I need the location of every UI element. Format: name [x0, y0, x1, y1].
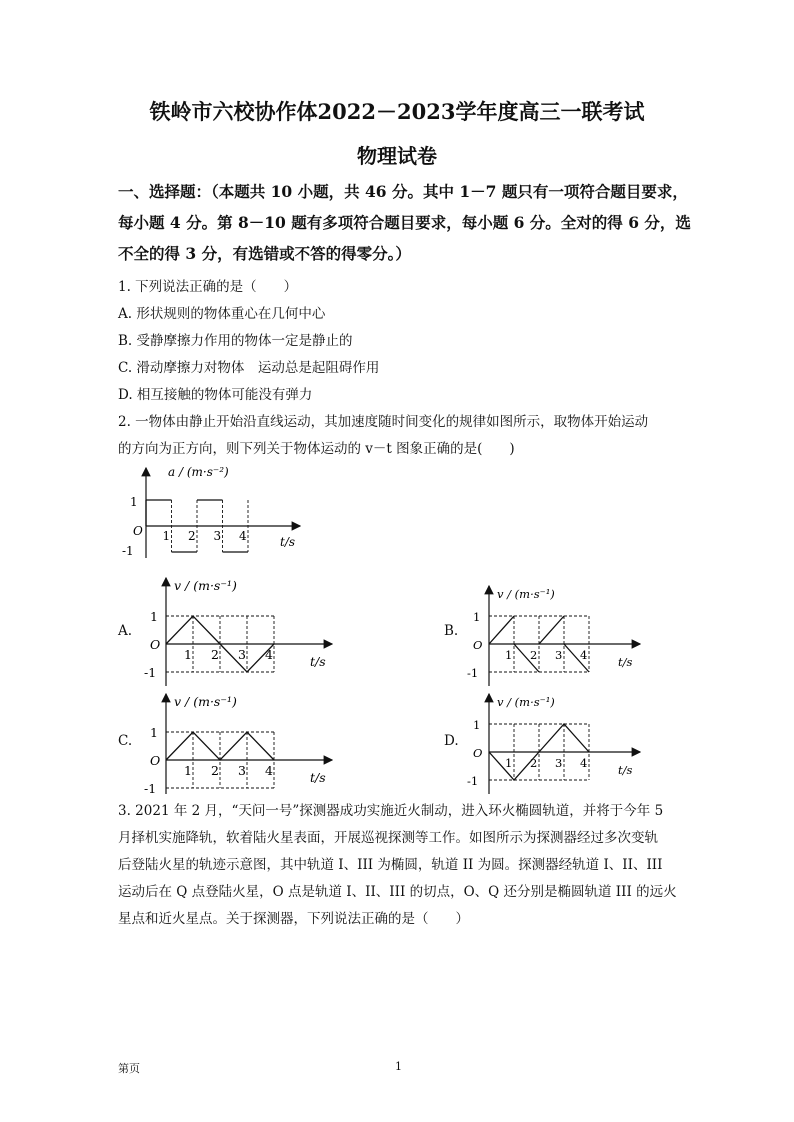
- v-graph-xlabel: t/s: [618, 655, 633, 669]
- v-graph-xtick: 1: [505, 648, 513, 662]
- v-graph-xtick: 3: [555, 648, 563, 662]
- v-graph-xtick: 3: [238, 763, 246, 778]
- v-graph-ytick: -1: [144, 665, 157, 680]
- q1-option-c: C. 滑动摩擦力对物体 运动总是起阻碍作用: [118, 360, 380, 376]
- q3-stem-line4: 运动后在 Q 点登陆火星，O 点是轨道 I、II、III 的切点，O、Q 还分别是椭圆轨道 III 的远火: [118, 884, 677, 900]
- v-graph-xtick: 4: [265, 647, 273, 662]
- v-graph-xtick: 2: [530, 756, 538, 770]
- v-graph-xtick: 3: [555, 756, 563, 770]
- option-d-velocity-graph: [463, 690, 648, 794]
- a-graph-ytick-neg1: -1: [122, 544, 134, 558]
- v-graph-xtick: 4: [580, 756, 588, 770]
- option-c-label: C.: [118, 733, 133, 749]
- v-graph-ytick: 1: [150, 609, 158, 624]
- v-graph-series-segment: [539, 616, 564, 644]
- q3-stem-line5: 星点和近火星点。关于探测器，下列说法正确的是（ ）: [118, 911, 469, 927]
- a-graph-xtick: 1: [162, 529, 171, 543]
- q1-option-d: D. 相互接触的物体可能没有弹力: [118, 387, 313, 403]
- v-graph-ytick: 1: [473, 610, 481, 624]
- q3-stem-line3: 后登陆火星的轨迹示意图，其中轨道 I、III 为椭圆，轨道 II 为圆。探测器经轨道 I、II、III: [118, 857, 663, 873]
- v-graph-xtick: 1: [184, 647, 192, 662]
- a-graph-xtick: 2: [188, 529, 196, 543]
- v-graph-origin: O: [473, 746, 483, 760]
- q2-stem-line1: 2. 一物体由静止开始沿直线运动，其加速度随时间变化的规律如图所示，取物体开始运动: [118, 414, 649, 430]
- section-instructions-line3: 不全的得 3 分，有选错或不答的得零分。）: [118, 244, 411, 263]
- option-b-velocity-graph: [463, 582, 648, 686]
- option-b-label: B.: [444, 623, 459, 639]
- v-graph-xtick: 4: [580, 648, 588, 662]
- v-graph-ylabel: v / (m·s⁻¹): [174, 694, 237, 709]
- v-graph-ytick: -1: [144, 781, 157, 794]
- v-graph-ytick: -1: [467, 666, 479, 680]
- v-graph-ylabel: v / (m·s⁻¹): [174, 578, 237, 593]
- a-graph-ytick-1: 1: [130, 495, 138, 509]
- option-d-label: D.: [444, 733, 459, 749]
- v-graph-origin: O: [473, 638, 483, 652]
- footer-page-label: 第页: [118, 1062, 140, 1075]
- a-graph-xtick: 4: [239, 529, 247, 543]
- exam-subtitle: 物理试卷: [357, 144, 437, 168]
- exam-title: 铁岭市六校协作体2022－2023学年度高三一联考试: [149, 99, 645, 124]
- v-graph-xtick: 3: [238, 647, 246, 662]
- q2-stem-line2: 的方向为正方向，则下列关于物体运动的 v－t 图象正确的是( ): [118, 441, 515, 457]
- v-graph-xtick: 2: [211, 763, 219, 778]
- acceleration-time-graph: [112, 462, 312, 562]
- v-graph-xtick: 4: [265, 763, 273, 778]
- v-graph-ylabel: v / (m·s⁻¹): [497, 695, 555, 709]
- v-graph-xlabel: t/s: [618, 763, 633, 777]
- v-graph-ytick: 1: [150, 725, 158, 740]
- q1-stem: 1. 下列说法正确的是（ ）: [118, 279, 298, 295]
- v-graph-series-segment: [489, 616, 514, 644]
- q1-option-a: A. 形状规则的物体重心在几何中心: [118, 306, 326, 322]
- q3-stem-line2: 月择机实施降轨，软着陆火星表面，开展巡视探测等工作。如图所示为探测器经过多次变轨: [118, 830, 658, 846]
- v-graph-series-line: [166, 732, 274, 760]
- a-graph-xlabel: t/s: [280, 535, 296, 549]
- option-a-velocity-graph: [140, 574, 340, 686]
- v-graph-ylabel: v / (m·s⁻¹): [497, 587, 555, 601]
- v-graph-xtick: 1: [505, 756, 513, 770]
- q1-option-b: B. 受静摩擦力作用的物体一定是静止的: [118, 333, 353, 349]
- v-graph-origin: O: [150, 753, 161, 768]
- section-instructions-line1: 一、选择题：（本题共 10 小题，共 46 分。其中 1－7 题只有一项符合题目要求，: [118, 182, 688, 201]
- v-graph-xlabel: t/s: [310, 654, 326, 669]
- a-graph-origin: O: [133, 524, 143, 538]
- v-graph-ytick: -1: [467, 774, 479, 788]
- option-a-label: A.: [118, 623, 133, 639]
- v-graph-xlabel: t/s: [310, 770, 326, 785]
- v-graph-ytick: 1: [473, 718, 481, 732]
- v-graph-origin: O: [150, 637, 161, 652]
- v-graph-xtick: 2: [530, 648, 538, 662]
- v-graph-xtick: 1: [184, 763, 192, 778]
- section-instructions-line2: 每小题 4 分。第 8－10 题有多项符合题目要求，每小题 6 分。全对的得 6 分，选: [118, 213, 691, 232]
- option-c-velocity-graph: [140, 690, 340, 794]
- footer-page-number: 1: [395, 1060, 402, 1073]
- a-graph-ylabel: a / (m·s⁻²): [168, 465, 229, 479]
- q3-stem-line1: 3. 2021 年 2 月，“天问一号”探测器成功实施近火制动，进入环火椭圆轨道，并将于今年 5: [118, 803, 664, 819]
- v-graph-xtick: 2: [211, 647, 219, 662]
- a-graph-xtick: 3: [213, 529, 222, 543]
